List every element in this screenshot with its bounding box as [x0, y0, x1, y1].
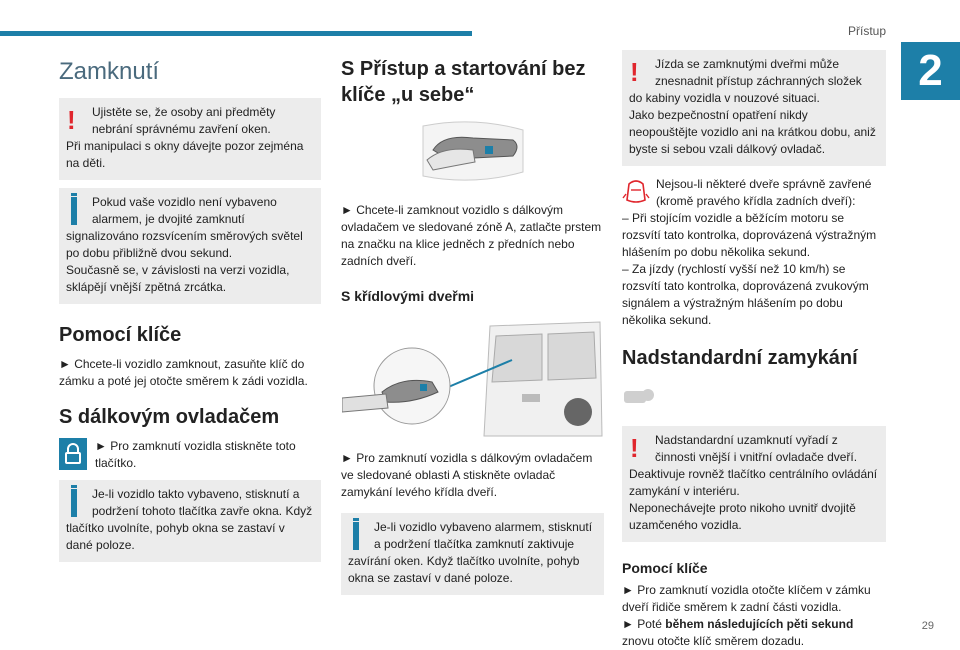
column-2 — [341, 50, 604, 603]
info-icon — [71, 489, 77, 517]
wing-door-instruction: ► Pro zamknutí vozidla s dálkovým ovladačem ve sledované oblasti A stiskněte ovladač zamykání levého křídla dveří. — [341, 451, 593, 499]
doors-open-section: Nejsou-li některé dveře správně zavřené (kromě pravého křídla zadních dveří): – Při stojícím vozidle a běžícím motoru se rozsvítí tato kontrolka, doprovázená výstražným hlášením po dobu několika sekund. – Za jízdy (rychlostí vyšší než 10 km/h) se rozsvítí tato kontrolka, doprovázená zvukovým signálem a výstražným hlášením po dobu několika sekund. — [622, 177, 877, 327]
info-box: Pokud vaše vozidlo není vybaveno alarmem, je dvojité zamknutí signalizováno rozsvícením směrových světel po dobu přibližně dvou sekund. Současně se, v závislosti na verzi vozidla, sklápějí vnější zpětná zrcátka. — [59, 188, 321, 304]
warning-box: ! Nadstandardní uzamknutí vyřadí z činnosti vnější i vnitřní ovladače dveří. Deaktivuje rovněž tlačítko centrálního ovládání zamykání v interiéru. Neponechávejte proto nikoho uvnitř dvojitě uzamčeného vozidla. — [622, 426, 886, 542]
wing-door-illustration — [342, 312, 604, 440]
remote-instruction: ► Pro zamknutí vozidla stiskněte toto tlačítko. — [95, 439, 296, 470]
info-box: Je-li vozidlo takto vybaveno, stisknutí a podržení tohoto tlačítka zavře okna. Když tlačítko uvolníte, pohyb okna se zastaví v dané poloze. — [59, 480, 321, 562]
keyless-instruction: ► Chcete-li zamknout vozidlo s dálkovým ovladačem ve sledované zóně A, zatlačte prstem na značku na klice jedněch z předních nebo zadních dveří. — [341, 203, 602, 268]
heading-keyless: S Přístup a startování bez klíče „u sebe“ — [341, 58, 586, 106]
warning-icon: ! — [67, 105, 76, 135]
key-instruction: ► Chcete-li vozidlo zamknout, zasuňte klíč do zámku a poté jej otočte směrem k zádi vozidla. — [59, 357, 308, 388]
car-lock-icon — [622, 385, 654, 407]
key2-step1: ► Pro zamknutí vozidla otočte klíčem v zámku dveří řidiče směrem k zadní části vozidla. — [622, 583, 871, 614]
key2-step2: ► Poté během následujících pěti sekund znovu otočte klíč směrem dozadu. — [622, 617, 854, 648]
heading-locking: Zamknutí — [59, 58, 160, 85]
header-bar — [0, 31, 472, 36]
section-title: Přístup — [847, 24, 886, 38]
page-number: 29 — [921, 620, 934, 632]
info-icon — [353, 522, 359, 550]
info-box: Je-li vozidlo vybaveno alarmem, stisknutí a podržení tlačítka zamknutí zaktivuje zavírání oken. Když tlačítko uvolníte, pohyb okna se zastaví v dané poloze. — [341, 513, 604, 595]
column-1 — [59, 50, 321, 570]
heading-with-key-2: Pomocí klíče — [622, 560, 708, 576]
door-handle-illustration — [413, 116, 533, 192]
lock-button-icon — [59, 438, 87, 470]
heading-with-key: Pomocí klíče — [59, 324, 182, 346]
heading-wing-doors: S křídlovými dveřmi — [341, 288, 475, 304]
column-3 — [622, 50, 886, 650]
chapter-tab: 2 — [901, 42, 960, 100]
warning-icon: ! — [630, 433, 639, 463]
warning-box: ! Jízda se zamknutými dveřmi může znesnadnit přístup záchranných složek do kabiny vozidla v nouzové situaci. Jako bezpečnostní opatření nikdy neopouštějte vozidlo ani na krátkou dobu, aniž byste si sebou vzali dálkový ovladač. — [622, 50, 886, 166]
heading-deadlocking: Nadstandardní zamykání — [622, 347, 858, 369]
warning-box: ! Ujistěte se, že osoby ani předměty nebrání správnému zavření oken. Při manipulaci s okny dávejte pozor zejména na děti. — [59, 98, 321, 180]
info-icon — [71, 197, 77, 225]
door-open-warning-icon — [622, 176, 650, 206]
warning-icon: ! — [630, 57, 639, 87]
heading-remote: S dálkovým ovladačem — [59, 406, 280, 428]
